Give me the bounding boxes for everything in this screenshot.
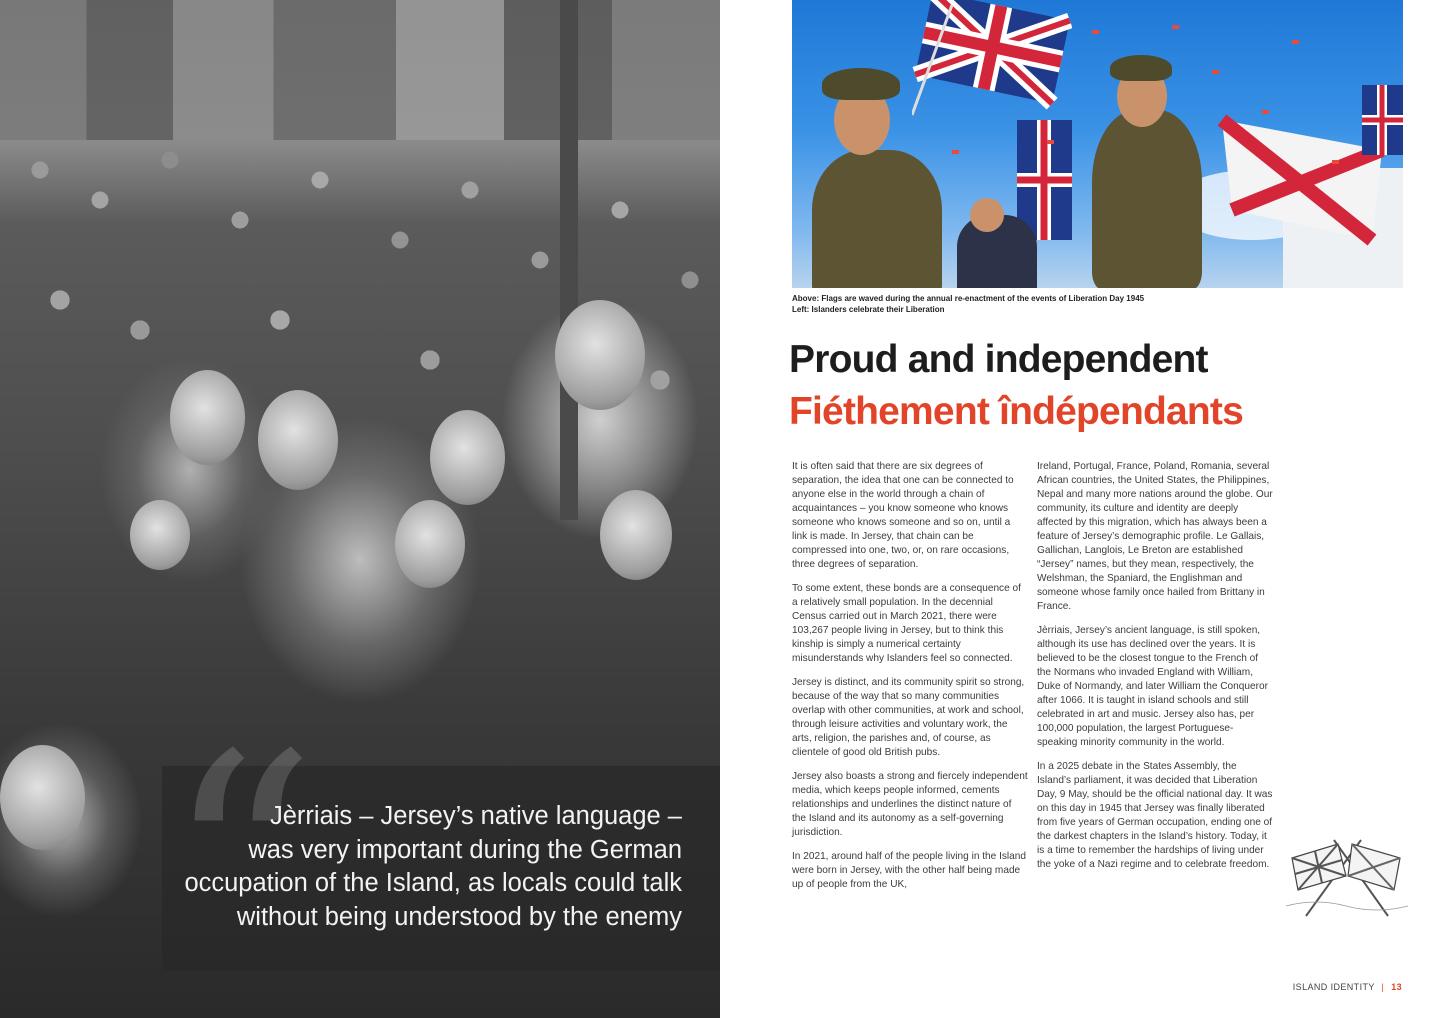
quote-mark-icon: “ xyxy=(164,691,318,1018)
body-column-1 xyxy=(792,460,1028,902)
footer-separator: | xyxy=(1381,982,1385,992)
quote-line: occupation of the Island, as locals could talk xyxy=(184,869,682,897)
body-column-2 xyxy=(1037,460,1273,882)
soldier-body xyxy=(812,150,942,288)
soldier-cap xyxy=(822,68,900,100)
paragraph: In 2021, around half of the people living in the Island were born in Jersey, with the other half being made up of people from the UK, xyxy=(792,851,1027,890)
confetti xyxy=(1212,70,1219,74)
pull-quote-text xyxy=(162,800,682,934)
paragraph: Jèrriais, Jersey’s ancient language, is still spoken, although its use has declined over the years. It is believed to be the closest tongue to the French of the Normans who invaded England with William, Duke of Normandy, and later William the Conqueror after 1066. It is taught in island schools and still celebrated in art and music. Jersey also has, per 100,000 population, the largest Portuguese-speaking minority community in the world. xyxy=(1037,625,1268,748)
confetti xyxy=(952,150,959,154)
caption-line: Above: Flags are waved during the annual re-enactment of the events of Liberation Day 1945 xyxy=(792,294,1145,303)
man-face xyxy=(0,745,85,850)
confetti xyxy=(1262,110,1269,114)
paragraph: To some extent, these bonds are a consequence of a relatively small population. In the decennial Census carried out in March 2021, there were 103,267 people living in Jersey, but to think this kinship is simply a numerical certainty misunderstands why Islanders feel so connected. xyxy=(792,583,1021,664)
liberation-day-reenactment-photo xyxy=(792,0,1403,288)
lamp-post xyxy=(560,0,578,520)
woman-face xyxy=(430,410,505,505)
man-face xyxy=(395,500,465,588)
person-face xyxy=(970,198,1004,232)
confetti xyxy=(1172,25,1179,29)
paragraph: In a 2025 debate in the States Assembly, the Island’s parliament, it was decided that Liberation Day, 9 May, should be the official national day. It was on this day in 1945 that Jersey was finally liberated from five years of German occupation, ending one of the darkest chapters in the Island’s history. Today, it is a time to remember the hardships of living under the yoke of a Nazi regime and to celebrate freedom. xyxy=(1037,761,1273,870)
boy-face xyxy=(600,490,672,580)
confetti xyxy=(1047,140,1054,144)
heading-english: Proud and independent xyxy=(789,338,1208,381)
caption-line: Left: Islanders celebrate their Liberation xyxy=(792,304,945,314)
quote-line: without being understood by the enemy xyxy=(236,902,682,931)
paragraph: Ireland, Portugal, France, Poland, Romania, several African countries, the United States, the Philippines, Nepal and many more nations around the globe. Our community, its culture and identity are deeply affected by this migration, which has always been a feature of Jersey’s demographic profile. Le Gallais, Gallichan, Langlois, Le Breton are established “Jersey” names, but they mean, respectively, the Welshman, the Spaniard, the Englishman and someone whose family once hailed from Brittany in France. xyxy=(1037,461,1273,612)
quote-line: was very important during the German xyxy=(248,835,682,864)
page-number: 13 xyxy=(1391,982,1402,992)
man-face xyxy=(170,370,245,465)
page-footer xyxy=(1250,982,1402,992)
woman-face xyxy=(555,300,645,410)
background-buildings xyxy=(0,0,720,140)
pull-quote xyxy=(162,691,720,1018)
confetti xyxy=(1292,40,1299,44)
woman-face xyxy=(258,390,338,490)
confetti xyxy=(1332,160,1339,164)
heading-jerriais: Fiéthement îndépendants xyxy=(789,390,1243,433)
soldier-beret xyxy=(1110,55,1172,81)
photo-caption xyxy=(792,294,1392,315)
quote-line: Jèrriais – Jersey’s native language – xyxy=(269,802,682,830)
confetti xyxy=(1092,30,1099,34)
child-face xyxy=(130,500,190,570)
paragraph: Jersey also boasts a strong and fiercely independent media, which keeps people informed, cements relationships and underlines the distinct nature of the Island and its autonomy as a self-governing jurisdiction. xyxy=(792,771,1028,838)
section-name: ISLAND IDENTITY xyxy=(1292,982,1375,992)
crossed-flags-sketch-icon xyxy=(1286,836,1408,918)
soldier-body xyxy=(1092,110,1202,288)
paragraph: Jersey is distinct, and its community spirit so strong, because of the way that so many communities overlap with other communities, at work and school, through leisure activities and voluntary work, the arts, religion, the parishes and, of course, as clientele of good old British pubs. xyxy=(792,677,1025,758)
paragraph: It is often said that there are six degrees of separation, the idea that one can be connected to anyone else in the world through a chain of acquaintances – you know someone who knows someone who knows someone and so on, until a link is made. In Jersey, that chain can be compressed into one, two, or, on rare occasions, three degrees of separation. xyxy=(792,461,1014,570)
union-flag-icon xyxy=(1362,80,1403,160)
union-flag-icon xyxy=(912,0,1072,120)
